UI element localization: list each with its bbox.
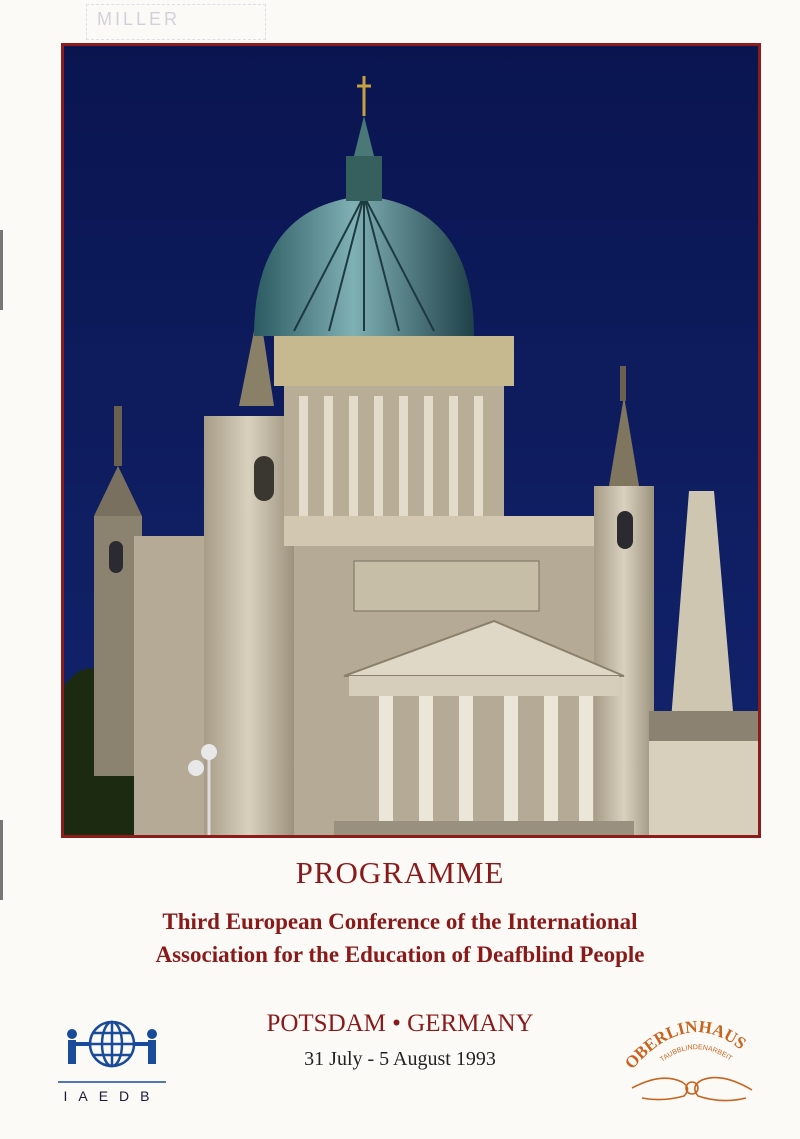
hands-icon — [622, 1010, 762, 1110]
programme-title: PROGRAMME — [295, 855, 505, 890]
svg-text:OBERLINHAUS: OBERLINHAUS — [622, 1017, 750, 1073]
event-dates: 31 July - 5 August 1993 — [304, 1048, 496, 1070]
oberlinhaus-logo — [622, 1010, 762, 1110]
svg-text:TAUBBLINDENARBEIT: TAUBBLINDENARBEIT — [659, 1044, 734, 1064]
church-illustration — [64, 46, 758, 835]
subtitle-line-2: Association for the Education of Deafblind People — [155, 942, 645, 967]
stamp-text: MILLER — [97, 9, 181, 29]
library-stamp — [86, 4, 266, 40]
cover-photo — [61, 43, 761, 838]
conference-subtitle — [80, 905, 720, 971]
iaedb-acronym: IAEDB — [63, 1088, 161, 1104]
globe-with-figures-icon — [52, 1010, 172, 1090]
binding-mark — [0, 230, 3, 310]
event-location: POTSDAM • GERMANY — [266, 1010, 534, 1037]
subtitle-line-1: Third European Conference of the International — [162, 909, 638, 934]
